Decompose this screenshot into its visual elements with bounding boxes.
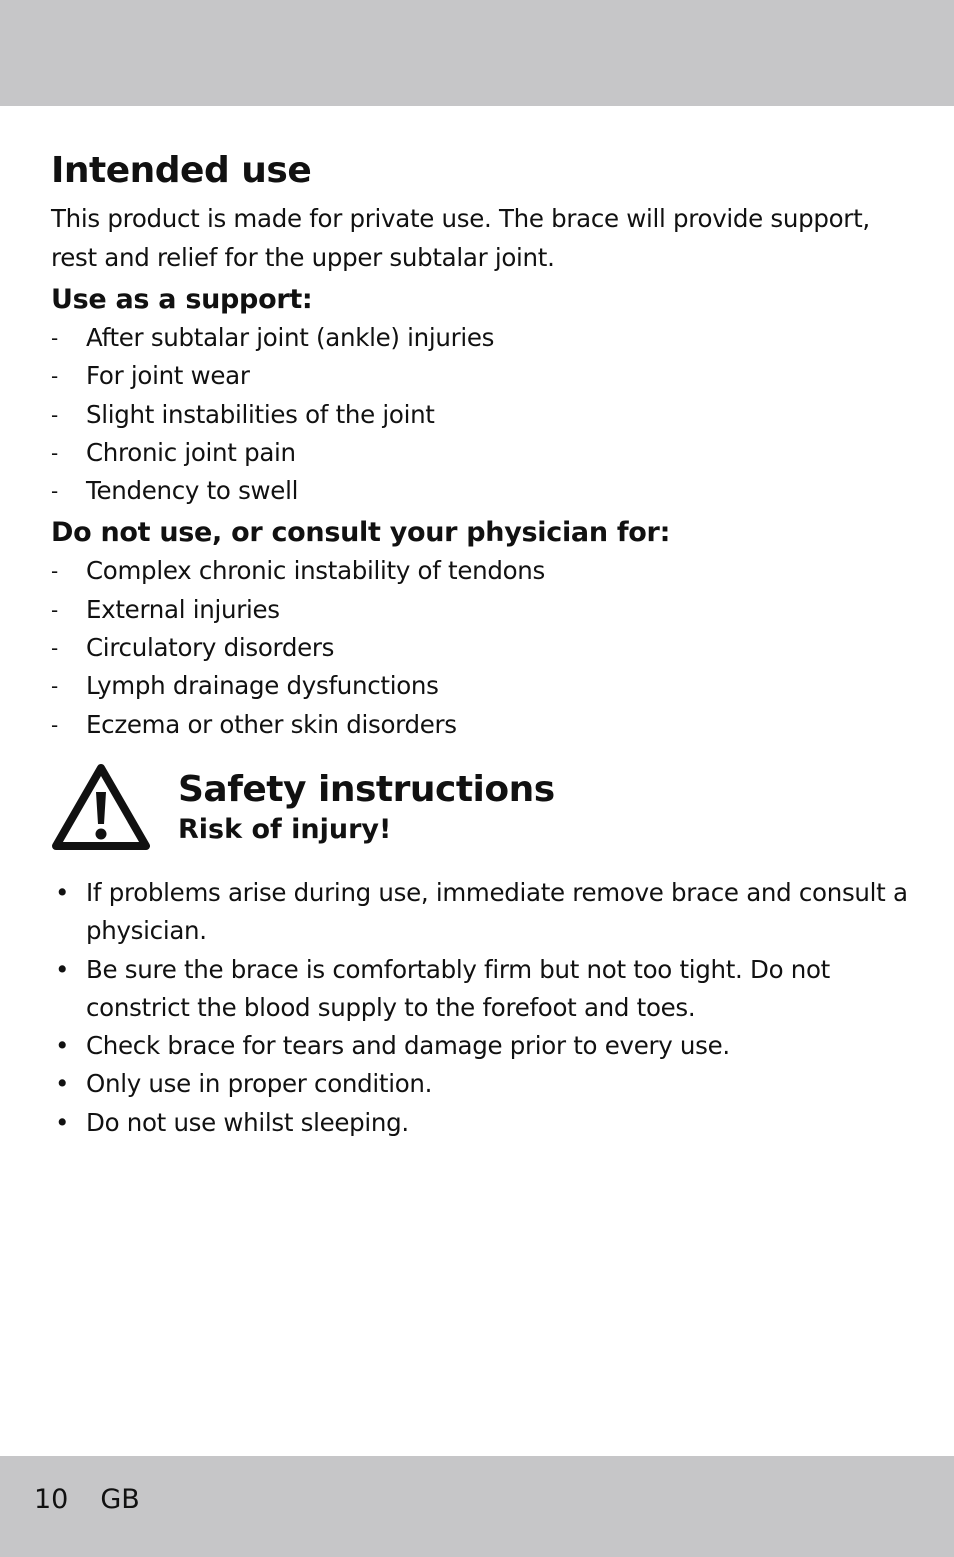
list-item: - Eczema or other skin disorders xyxy=(51,709,457,739)
list-item: • Do not use whilst sleeping. xyxy=(55,1107,409,1137)
intended-use-title: Intended use xyxy=(51,150,312,191)
contraindication-list xyxy=(51,552,911,743)
list-item: - Complex chronic instability of tendons xyxy=(51,556,545,586)
support-list xyxy=(51,319,911,510)
list-item: • If problems arise during use, immediate remove brace and consult a physician. xyxy=(55,877,908,946)
list-item: - Tendency to swell xyxy=(51,476,299,506)
list-item: • Be sure the brace is comfortably firm but not too tight. Do not constrict the blood supply to the forefoot and toes. xyxy=(55,954,830,1022)
list-item: - External injuries xyxy=(51,594,280,624)
contraindication-heading: Do not use, or consult your physician for: xyxy=(51,517,671,549)
page-content xyxy=(51,148,911,1142)
support-heading: Use as a support: xyxy=(51,284,313,315)
list-item: - Lymph drainage dysfunctions xyxy=(51,671,439,701)
safety-title: Safety instructions xyxy=(178,768,555,810)
language-code: GB xyxy=(100,1484,140,1515)
list-item: - Circulatory disorders xyxy=(51,633,335,663)
list-item: - After subtalar joint (ankle) injuries xyxy=(51,323,495,352)
footer xyxy=(34,1484,140,1516)
safety-header xyxy=(51,762,911,862)
header-band xyxy=(0,0,954,106)
warning-triangle-icon xyxy=(51,762,151,852)
safety-list xyxy=(51,874,911,1142)
page-number: 10 xyxy=(34,1484,69,1515)
list-item: • Only use in proper condition. xyxy=(55,1069,433,1099)
list-item: • Check brace for tears and damage prior to every use. xyxy=(55,1031,730,1061)
safety-subtitle: Risk of injury! xyxy=(178,813,392,845)
list-item: - Chronic joint pain xyxy=(51,437,296,467)
footer-band xyxy=(0,1456,954,1557)
list-item: - For joint wear xyxy=(51,361,250,391)
list-item: - Slight instabilities of the joint xyxy=(51,399,435,429)
intended-use-description: This product is made for private use. The brace will provide support, rest and relief for the upper subtalar joint. xyxy=(51,204,870,272)
